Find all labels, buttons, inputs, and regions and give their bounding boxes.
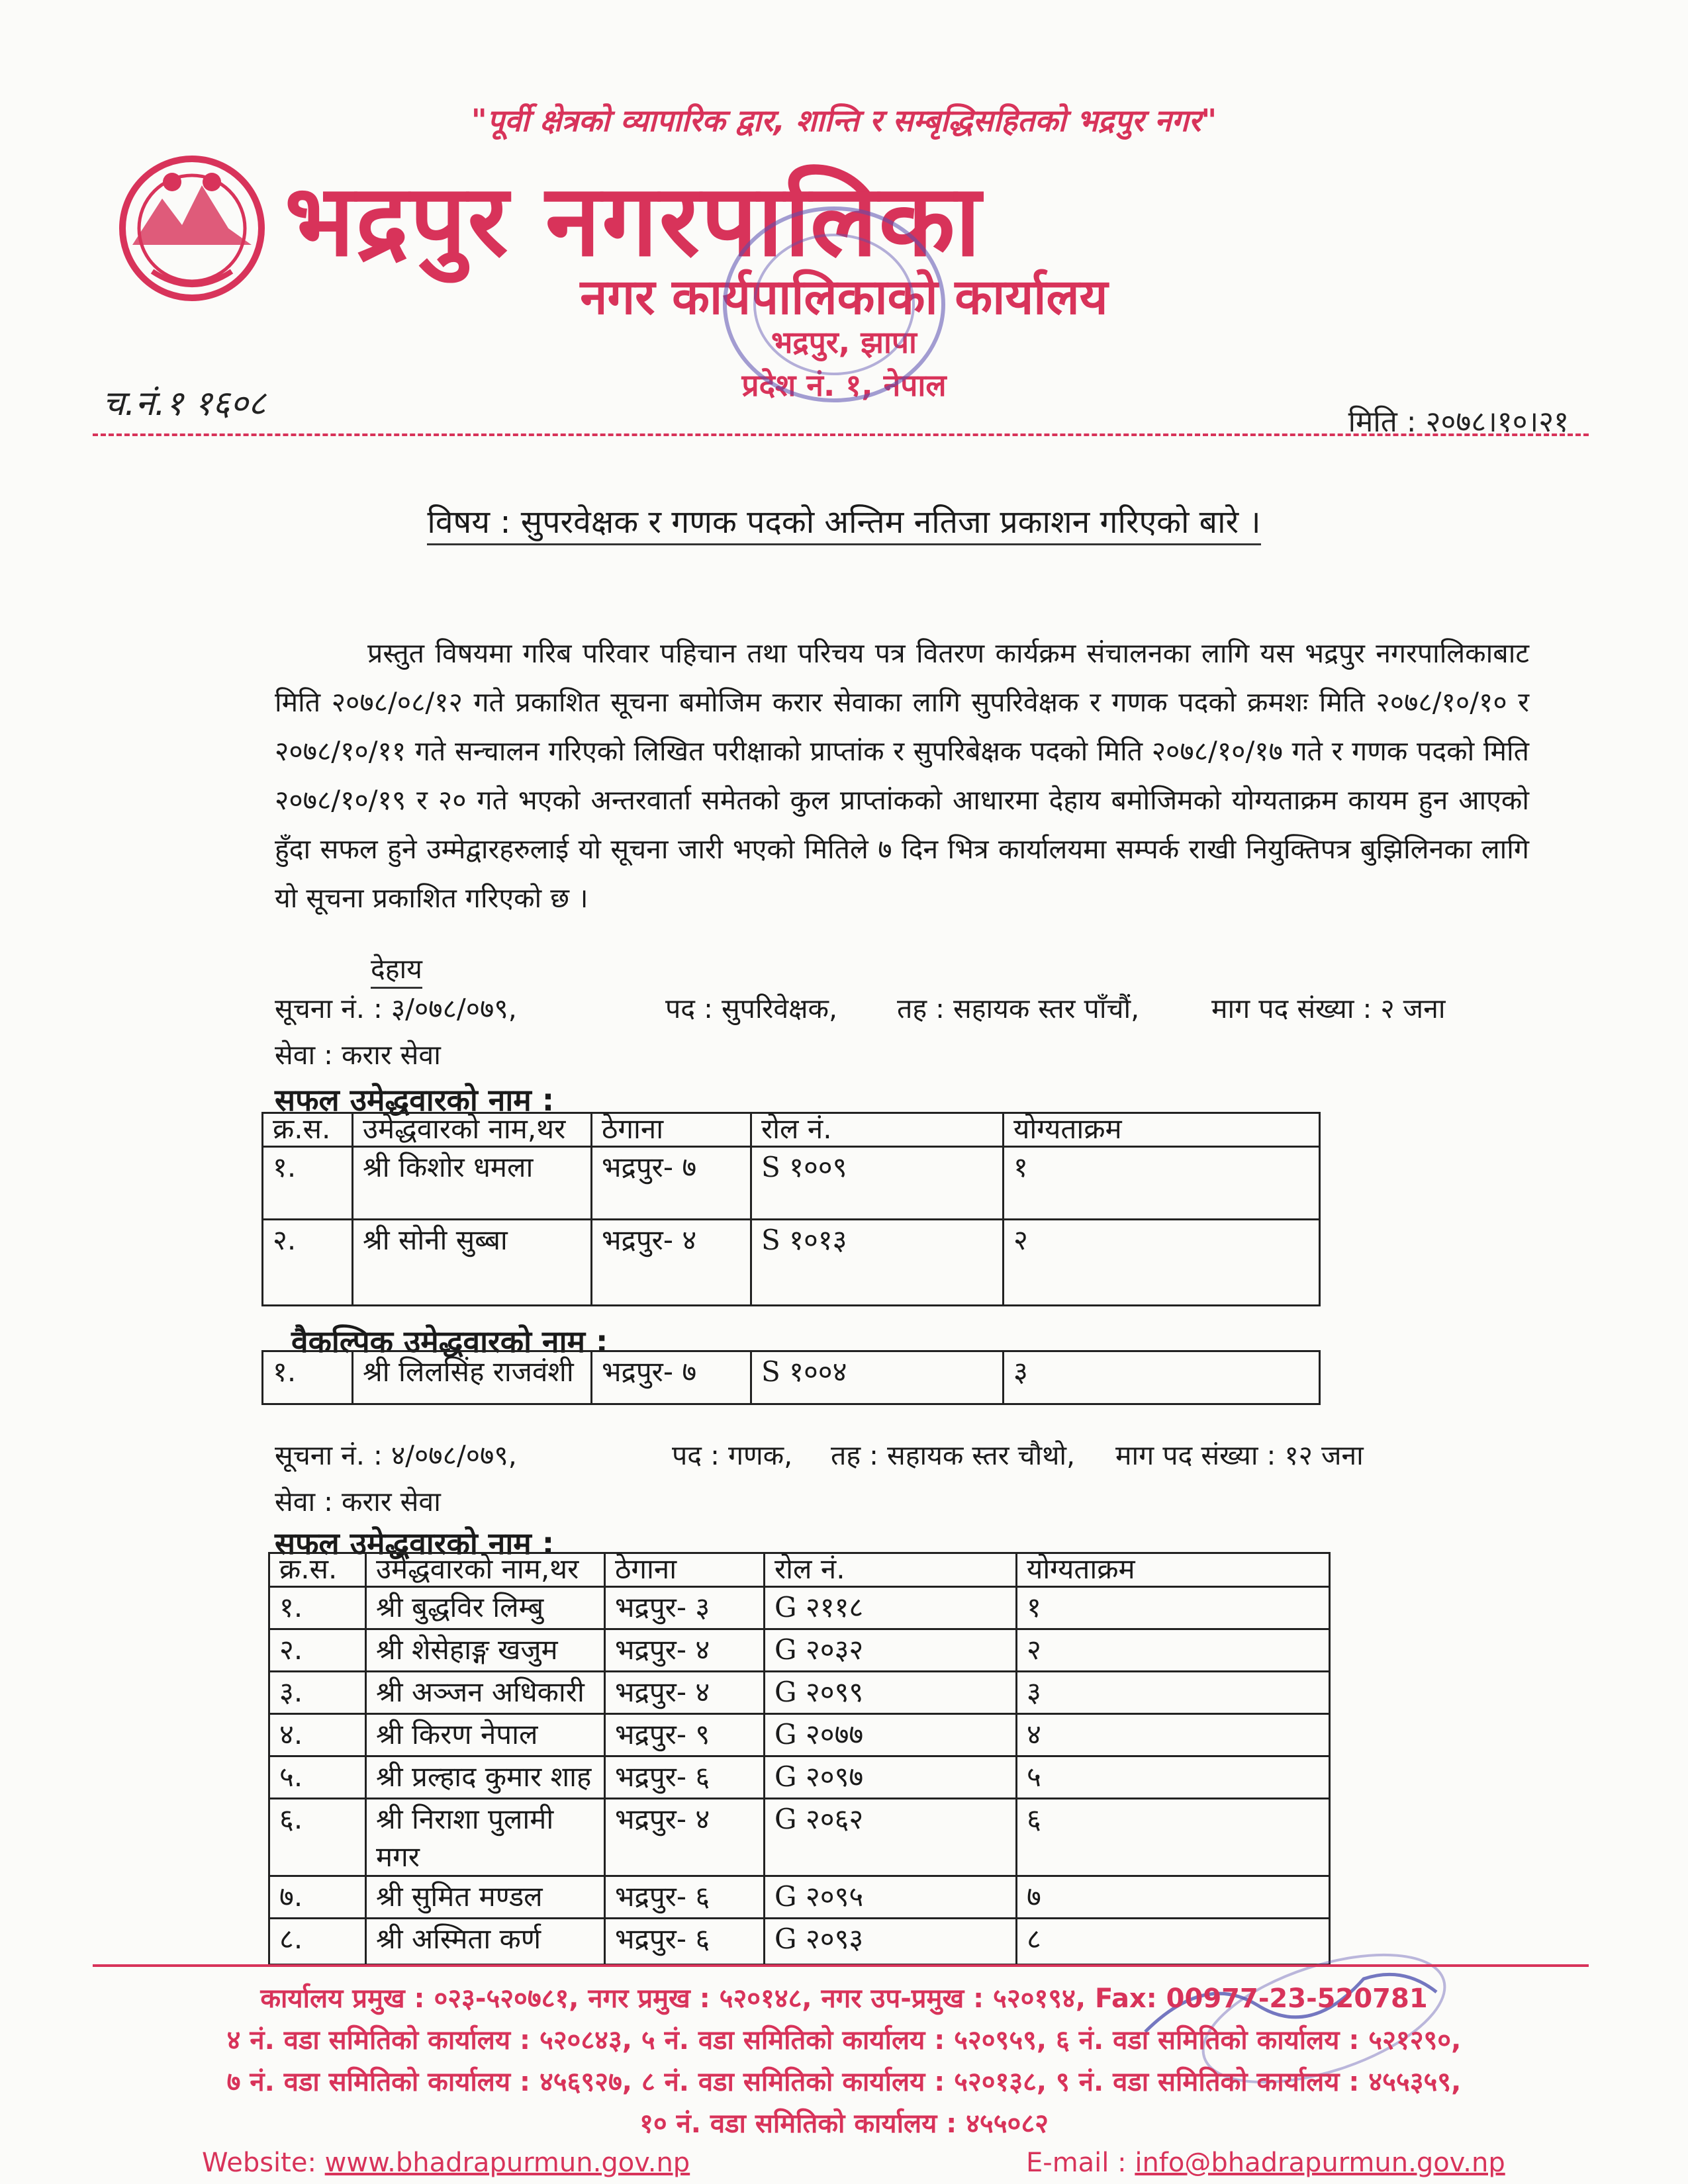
cell-serial: १. (269, 1587, 366, 1629)
cell-name: श्री शेसेहाङ्ग खजुम (366, 1629, 605, 1672)
notice1-post: पद : सुपरिवेक्षक, (665, 993, 838, 1024)
col-roll: रोल नं. (751, 1113, 1004, 1147)
cell-address: भद्रपुर- ६ (605, 1756, 765, 1799)
table-row (263, 1220, 1320, 1306)
email-label: E-mail : (1026, 2148, 1127, 2178)
email-link[interactable]: info@bhadrapurmun.gov.np (1135, 2148, 1505, 2178)
cell-name: श्री बुद्धविर लिम्बु (366, 1587, 605, 1629)
table-row (269, 1587, 1330, 1629)
office-name: नगर कार्यपालिकाको कार्यालय (580, 269, 1108, 326)
cell-address: भद्रपुर- ४ (605, 1672, 765, 1714)
col-roll: रोल नं. (765, 1553, 1017, 1587)
cell-address: भद्रपुर- ७ (592, 1147, 751, 1220)
table-header-row (263, 1113, 1320, 1147)
col-serial: क्र.स. (269, 1553, 366, 1587)
cell-roll: G २०९३ (765, 1919, 1017, 1965)
cell-roll: G २०३२ (765, 1629, 1017, 1672)
cell-name: श्री किरण नेपाल (366, 1714, 605, 1756)
table-row (269, 1672, 1330, 1714)
table-row (263, 1351, 1320, 1404)
cell-address: भद्रपुर- ३ (605, 1587, 765, 1629)
cell-rank: ३ (1017, 1672, 1330, 1714)
cell-name: श्री निराशा पुलामी मगर (366, 1799, 605, 1876)
office-seal-stamp (715, 199, 953, 410)
cell-rank: ८ (1017, 1919, 1330, 1965)
cell-address: भद्रपुर- ४ (605, 1629, 765, 1672)
notice2-demand: माग पद संख्या : १२ जना (1115, 1439, 1364, 1471)
cell-rank: ६ (1017, 1799, 1330, 1876)
org-name: भद्रपुर नगरपालिका (285, 163, 982, 279)
cell-serial: ८. (269, 1919, 366, 1965)
notice1-success-table (261, 1112, 1321, 1306)
cell-roll: G २०९९ (765, 1672, 1017, 1714)
body-paragraph (275, 629, 1529, 923)
annex-label: देहाय (371, 950, 422, 989)
address-line-2: प्रदेश नं. १, नेपाल (741, 367, 947, 403)
cell-serial: ४. (269, 1714, 366, 1756)
cell-roll: G २०७७ (765, 1714, 1017, 1756)
website-link[interactable]: www.bhadrapurmun.gov.np (324, 2148, 690, 2178)
website-line (202, 2148, 690, 2178)
col-serial: क्र.स. (263, 1113, 353, 1147)
reference-number: च.नं.१ १६०८ (103, 384, 266, 424)
table-row (269, 1799, 1330, 1876)
notice2-level: तह : सहायक स्तर चौथो, (831, 1439, 1076, 1471)
footer-divider (93, 1964, 1589, 1967)
email-line (1026, 2148, 1505, 2178)
notice1-number: सूचना नं. : ३/०७८/०७९, (275, 993, 517, 1024)
notice1-alt-heading: वैकल्पिक उमेद्धवारको नाम : (291, 1324, 608, 1359)
cell-name: श्री सुमित मण्डल (366, 1876, 605, 1919)
subject-line (0, 500, 1688, 543)
notice1-alt-table (261, 1350, 1321, 1405)
header-divider (93, 433, 1589, 436)
cell-serial: २. (263, 1220, 353, 1306)
col-name: उमेद्धवारको नाम,थर (353, 1113, 592, 1147)
col-address: ठेगाना (605, 1553, 765, 1587)
cell-serial: २. (269, 1629, 366, 1672)
cell-rank: ७ (1017, 1876, 1330, 1919)
cell-serial: १. (263, 1147, 353, 1220)
notice2-success-table (268, 1552, 1331, 1966)
address-line-1: भद्रपुर, झापा (771, 324, 917, 360)
cell-rank: २ (1017, 1629, 1330, 1672)
notice2-number: सूचना नं. : ४/०७८/०७९, (275, 1439, 517, 1471)
table-header-row (269, 1553, 1330, 1587)
notice1-success-heading: सफल उमेद्धवारको नाम : (275, 1082, 555, 1118)
cell-roll: G २०९७ (765, 1756, 1017, 1799)
cell-serial: ५. (269, 1756, 366, 1799)
footer-contacts-line-2: ४ नं. वडा समितिको कार्यालय : ५२०८४३, ५ नं. वडा समितिको कार्यालय : ५२०९५९, ६ नं. वडा समितिको कार्यालय : ५२१२९०, (226, 2025, 1462, 2056)
cell-address: भद्रपुर- ७ (592, 1351, 751, 1404)
col-rank: योग्यताक्रम (1004, 1113, 1320, 1147)
cell-address: भद्रपुर- ६ (605, 1919, 765, 1965)
cell-roll: G २०६२ (765, 1799, 1017, 1876)
slogan: "पूर्वी क्षेत्रको व्यापारिक द्वार, शान्ति र सम्बृद्धिसहितको भद्रपुर नगर" (471, 103, 1217, 138)
col-name: उमेद्धवारको नाम,थर (366, 1553, 605, 1587)
cell-rank: ५ (1017, 1756, 1330, 1799)
cell-name: श्री अस्मिता कर्ण (366, 1919, 605, 1965)
table-row (269, 1629, 1330, 1672)
cell-rank: २ (1004, 1220, 1320, 1306)
cell-rank: ४ (1017, 1714, 1330, 1756)
table-row (269, 1876, 1330, 1919)
notice1-service: सेवा : करार सेवा (275, 1039, 441, 1071)
cell-rank: ३ (1004, 1351, 1320, 1404)
table-row (263, 1147, 1320, 1220)
footer-contacts-line-3: ७ नं. वडा समितिको कार्यालय : ४५६९२७, ८ नं. वडा समितिको कार्यालय : ५२०१३८, ९ नं. वडा समितिको कार्यालय : ४५५३५९, (226, 2067, 1462, 2097)
notice2-post: पद : गणक, (672, 1439, 793, 1471)
cell-name: श्री किशोर धमला (353, 1147, 592, 1220)
cell-name: श्री अञ्जन अधिकारी (366, 1672, 605, 1714)
notice2-success-heading: सफल उमेद्धवारको नाम : (275, 1525, 555, 1561)
cell-serial: ७. (269, 1876, 366, 1919)
cell-serial: ३. (269, 1672, 366, 1714)
cell-roll: G २११८ (765, 1587, 1017, 1629)
footer-contacts-line-4: १० नं. वडा समितिको कार्यालय : ४५५०८२ (639, 2109, 1049, 2139)
website-label: Website: (202, 2148, 316, 2178)
cell-serial: १. (263, 1351, 353, 1404)
table-row (269, 1714, 1330, 1756)
cell-name: श्री सोनी सुब्बा (353, 1220, 592, 1306)
cell-rank: १ (1017, 1587, 1330, 1629)
table-row (269, 1756, 1330, 1799)
notice1-demand: माग पद संख्या : २ जना (1211, 993, 1446, 1024)
body-text: प्रस्तुत विषयमा गरिब परिवार पहिचान तथा परिचय पत्र वितरण कार्यक्रम संचालनका लागि यस भद्रपुर नगरपालिकाबाट मिति २०७८/०८/१२ गते प्रकाशित सूचना बमोजिम करार सेवाका लागि सुपरिवेक्षक र गणक पदको क्रमशः मिति २०७८/१०/१० र २०७८/१०/११ गते सन्चालन गरिएको लिखित परीक्षाको प्राप्तांक र सुपरिबेक्षक पदको मिति २०७८/१०/१७ गते र गणक पदको मिति २०७८/१०/१९ र २० गते भएको अन्तरवार्ता समेतको कुल प्राप्तांकको आधारमा देहाय बमोजिमको योग्यताक्रम कायम हुन आएको हुँदा सफल हुने उम्मेद्वारहरुलाई यो सूचना जारी भएको मितिले ७ दिन भित्र कार्यालयमा सम्पर्क राखी नियुक्तिपत्र बुझिलिनका लागि यो सूचना प्रकाशित गरिएको छ । (275, 637, 1529, 914)
cell-roll: G २०९५ (765, 1876, 1017, 1919)
cell-serial: ६. (269, 1799, 366, 1876)
cell-roll: S १०१३ (751, 1220, 1004, 1306)
letter-date: मिति : २०७८।१०।२१ (1348, 405, 1569, 439)
subject-text: विषय : सुपरवेक्षक र गणक पदको अन्तिम नतिजा प्रकाशन गरिएको बारे । (427, 504, 1260, 545)
cell-address: भद्रपुर- ४ (605, 1799, 765, 1876)
cell-roll: S १००४ (751, 1351, 1004, 1404)
col-rank: योग्यताक्रम (1017, 1553, 1330, 1587)
footer-contacts-line-1: कार्यालय प्रमुख : ०२३-५२०७८१, नगर प्रमुख : ५२०१४८, नगर उप-प्रमुख : ५२०१९४, Fax: 00977-23-520781 (260, 1983, 1428, 2014)
notice1-level: तह : सहायक स्तर पाँचौं, (897, 993, 1140, 1024)
col-address: ठेगाना (592, 1113, 751, 1147)
cell-name: श्री प्रल्हाद कुमार शाह (366, 1756, 605, 1799)
cell-address: भद्रपुर- ९ (605, 1714, 765, 1756)
cell-rank: १ (1004, 1147, 1320, 1220)
notice2-service: सेवा : करार सेवा (275, 1486, 441, 1518)
cell-roll: S १००९ (751, 1147, 1004, 1220)
cell-name: श्री लिलसिंह राजवंशी (353, 1351, 592, 1404)
cell-address: भद्रपुर- ४ (592, 1220, 751, 1306)
cell-address: भद्रपुर- ६ (605, 1876, 765, 1919)
